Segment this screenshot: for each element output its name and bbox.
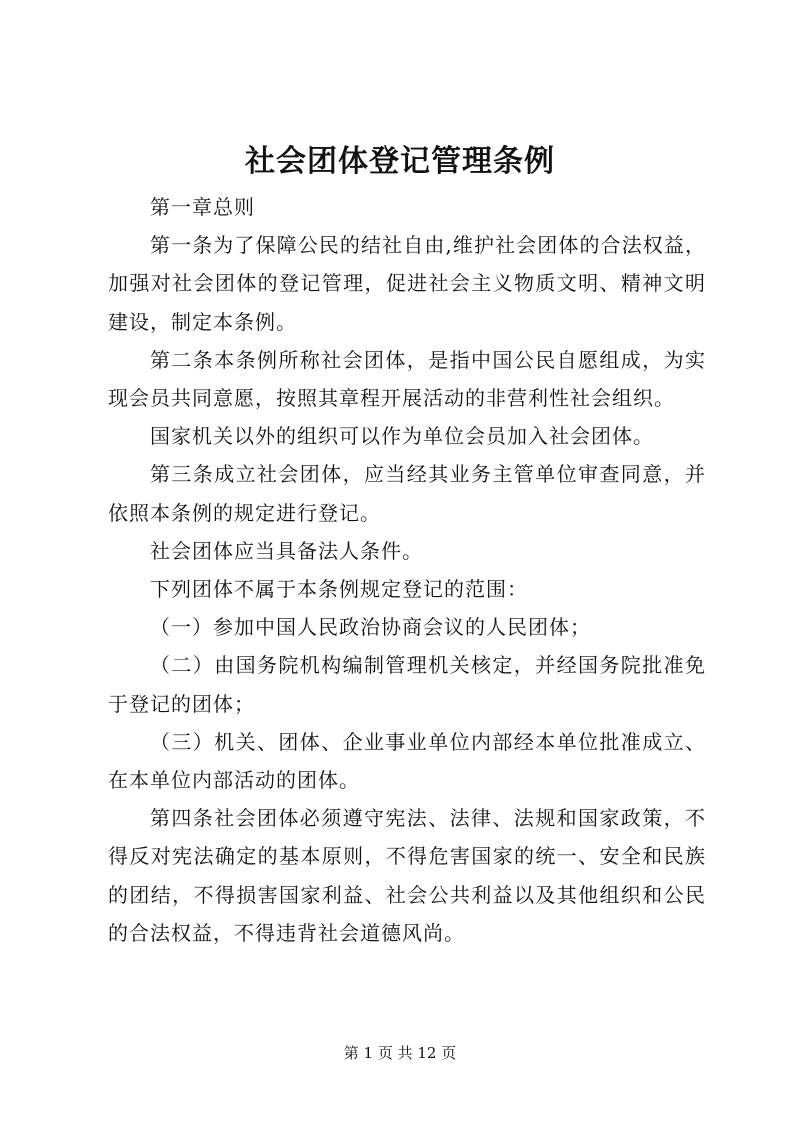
document-body bbox=[108, 188, 706, 952]
article-paragraph: 第三条成立社会团体，应当经其业务主管单位审查同意，并依照本条例的规定进行登记。 bbox=[108, 462, 706, 525]
list-item: （一）参加中国人民政治协商会议的人民团体； bbox=[150, 615, 591, 640]
list-item: （三）机关、团体、企业事业单位内部经本单位批准成立、在本单位内部活动的团体。 bbox=[108, 729, 706, 793]
article-paragraph: 第二条本条例所称社会团体，是指中国公民自愿组成，为实现会员共同意愿，按照其章程开展活动的非营利性社会组织。 bbox=[108, 347, 706, 411]
article-paragraph: 国家机关以外的组织可以作为单位会员加入社会团体。 bbox=[150, 424, 654, 449]
article-paragraph: 第四条社会团体必须遵守宪法、法律、法规和国家政策，不得反对宪法确定的基本原则，不得危害国家的统一、安全和民族的团结，不得损害国家利益、社会公共利益以及其他组织和公民的合法权益，不得违背社会道德风尚。 bbox=[108, 806, 706, 945]
article-paragraph: 社会团体应当具备法人条件。 bbox=[150, 538, 423, 563]
page-footer: 第 1 页 共 12 页 bbox=[343, 1044, 457, 1062]
article-paragraph: 下列团体不属于本条例规定登记的范围： bbox=[150, 577, 528, 602]
list-item: （二）由国务院机构编制管理机关核定，并经国务院批准免于登记的团体； bbox=[108, 653, 706, 716]
chapter-heading: 第一章总则 bbox=[150, 195, 255, 219]
page-title: 社会团体登记管理条例 bbox=[245, 144, 555, 179]
article-paragraph: 第一条为了保障公民的结社自由,维护社会团体的合法权益，加强对社会团体的登记管理，促进社会主义物质文明、精神文明建设，制定本条例。 bbox=[108, 233, 706, 334]
